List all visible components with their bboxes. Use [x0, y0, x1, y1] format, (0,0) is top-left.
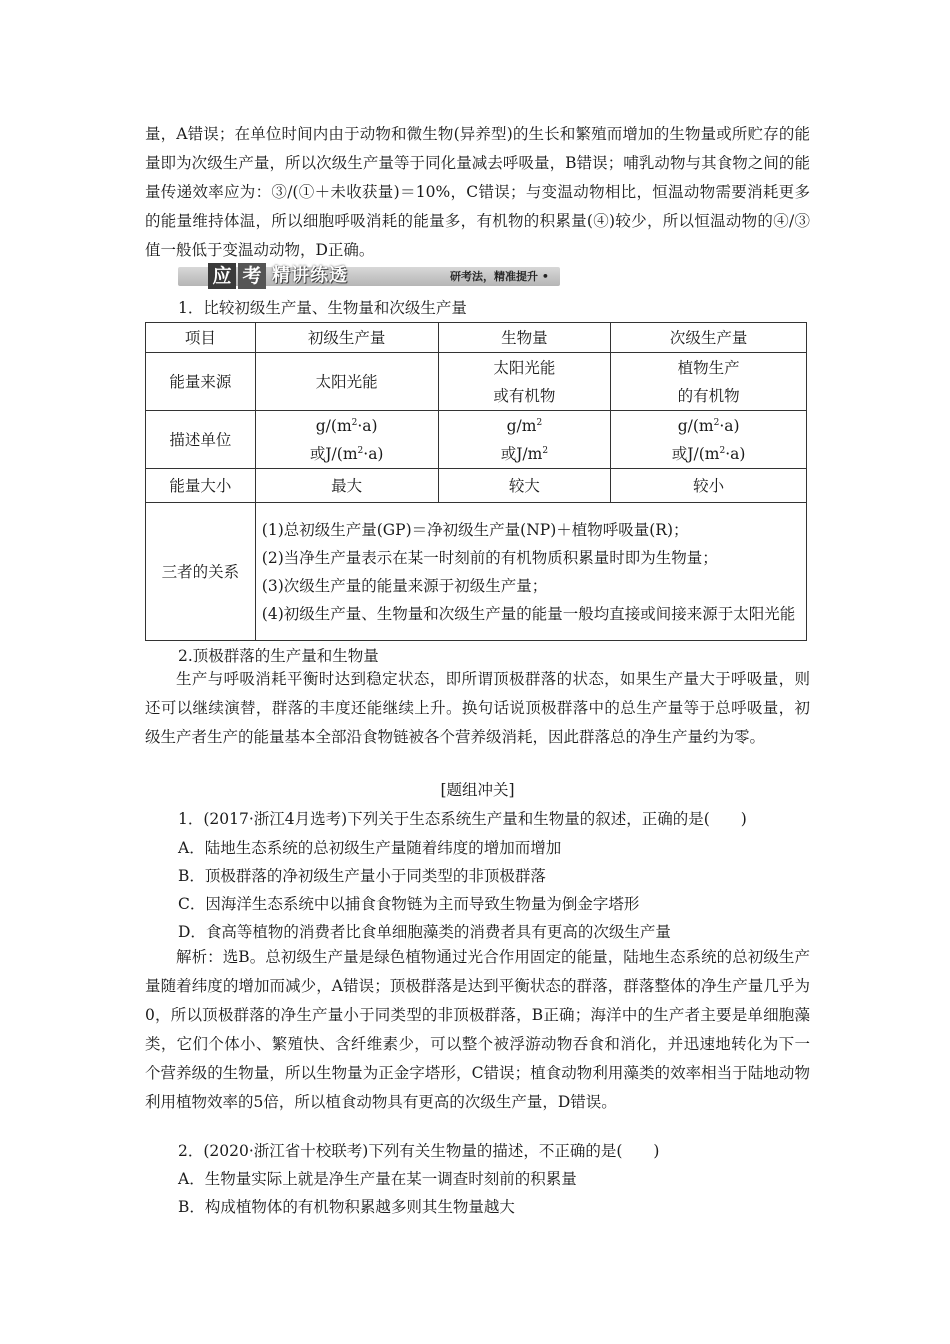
- exercise-header: [题组冲关]: [440, 781, 515, 799]
- table-row-size: [146, 469, 807, 503]
- header-cell: 生物量: [438, 323, 611, 353]
- row-label: 描述单位: [146, 411, 256, 469]
- q1-stem: 1．(2017·浙江4月选考)下列关于生态系统生产量和生物量的叙述，正确的是( ): [178, 810, 747, 828]
- relation-item: (2)当净生产量表示在某一时刻前的有机物质积累量时即为生物量；: [261, 548, 718, 567]
- row-label: 能量大小: [146, 469, 256, 503]
- section-banner: [178, 263, 560, 289]
- relation-item: (1)总初级生产量(GP)＝净初级生产量(NP)＋植物呼吸量(R)；: [261, 520, 689, 539]
- table-row-energy-source: [146, 353, 807, 411]
- cell-line: $g/m^2$: [506, 416, 543, 435]
- row-label: 三者的关系: [146, 503, 256, 641]
- intro-paragraph: 量，A错误；在单位时间内由于动物和微生物(异养型)的生长和繁殖而增加的生物量或所贮存的能量即为次级生产量，所以次级生产量等于同化量减去呼吸量，B错误；哺乳动物与其食物之间的能量传递效率应为：③/(①＋未收获量)＝10%，C错误；与变温动物相比，恒温动物需要消耗更多的能量维持体温，所以细胞呼吸消耗的能量多，有机物的积累量(④)较少，所以恒温动物的④/③值一般低于变温动动物，D正确。: [145, 125, 810, 259]
- cell-primary: [255, 411, 438, 469]
- cell-secondary: [611, 411, 807, 469]
- cell-line: 的有机物: [677, 386, 740, 405]
- section2-text: 生产与呼吸消耗平衡时达到稳定状态，即所谓顶极群落的状态，如果生产量大于呼吸量，则还可以继续演替，群落的丰度还能继续上升。换句话说顶极群落中的总生产量等于总呼吸量，初级生产者生产的能量基本全部沿食物链被各个营养级消耗，因此群落总的净生产量约为零。: [145, 670, 810, 746]
- table-row-relation: [146, 503, 807, 641]
- cell-line: 或$J/(m^2\cdot a)$: [671, 444, 746, 463]
- table-row-unit: [146, 411, 807, 469]
- table-header-row: [146, 323, 807, 353]
- q2-option-a: A．生物量实际上就是净生产量在某一调查时刻前的积累量: [178, 1170, 577, 1188]
- cell-primary: 太阳光能: [255, 353, 438, 411]
- header-cell: 次级生产量: [611, 323, 807, 353]
- banner-char-2: 考: [238, 263, 266, 289]
- row-label: 能量来源: [146, 353, 256, 411]
- q2-option-b: B．构成植物体的有机物积累越多则其生物量越大: [178, 1198, 515, 1216]
- banner-title: 精讲练透: [272, 265, 348, 286]
- cell-secondary: 较小: [611, 469, 807, 503]
- relation-cell: [255, 503, 806, 641]
- cell-line: $g/(m^2\cdot a)$: [677, 416, 740, 435]
- q1-option-d: D．食高等植物的消费者比食单细胞藻类的消费者具有更高的次级生产量: [178, 923, 671, 941]
- q1-option-b: B．顶极群落的净初级生产量小于同类型的非顶极群落: [178, 867, 546, 885]
- cell-line: $g/(m^2\cdot a)$: [315, 416, 378, 435]
- q1-option-a: A．陆地生态系统的总初级生产量随着纬度的增加而增加: [178, 839, 562, 857]
- cell-biomass: [438, 353, 611, 411]
- relation-item: (3)次级生产量的能量来源于初级生产量；: [261, 576, 548, 595]
- banner-subtitle: 研考法，精准提升 •: [450, 270, 549, 283]
- q1-option-c: C．因海洋生态系统中以捕食食物链为主而导致生物量为倒金字塔形: [178, 895, 640, 913]
- comparison-table: [145, 322, 807, 641]
- cell-biomass: [438, 411, 611, 469]
- cell-line: 植物生产: [677, 358, 740, 377]
- cell-primary: 最大: [255, 469, 438, 503]
- cell-line: 或$J/(m^2\cdot a)$: [309, 444, 384, 463]
- section2-title: 2.顶极群落的生产量和生物量: [178, 647, 379, 665]
- relation-item: (4)初级生产量、生物量和次级生产量的能量一般均直接或间接来源于太阳光能: [261, 604, 796, 623]
- cell-line: 太阳光能: [493, 358, 556, 377]
- section1-title: 1．比较初级生产量、生物量和次级生产量: [178, 299, 467, 317]
- q1-analysis: 解析：选B。总初级生产量是绿色植物通过光合作用固定的能量，陆地生态系统的总初级生产量随着纬度的增加而减少，A错误；顶极群落是达到平衡状态的群落，群落整体的净生产量几乎为0，所以顶极群落的净生产量小于同类型的非顶极群落，B正确；海洋中的生产者主要是单细胞藻类，它们个体小、繁殖快、含纤维素少，可以整个被浮游动物吞食和消化，并迅速地转化为下一个营养级的生物量，所以生物量为正金字塔形，C错误；植食动物利用藻类的效率相当于陆地动物利用植物效率的5倍，所以植食动物具有更高的次级生产量，D错误。: [145, 948, 810, 1111]
- banner-char-1: 应: [208, 263, 236, 289]
- cell-line: 或$J/m^2$: [500, 444, 549, 463]
- cell-secondary: [611, 353, 807, 411]
- header-cell: 项目: [146, 323, 256, 353]
- cell-line: 或有机物: [493, 386, 556, 405]
- header-cell: 初级生产量: [255, 323, 438, 353]
- q2-stem: 2．(2020·浙江省十校联考)下列有关生物量的描述，不正确的是( ): [178, 1142, 660, 1160]
- cell-biomass: 较大: [438, 469, 611, 503]
